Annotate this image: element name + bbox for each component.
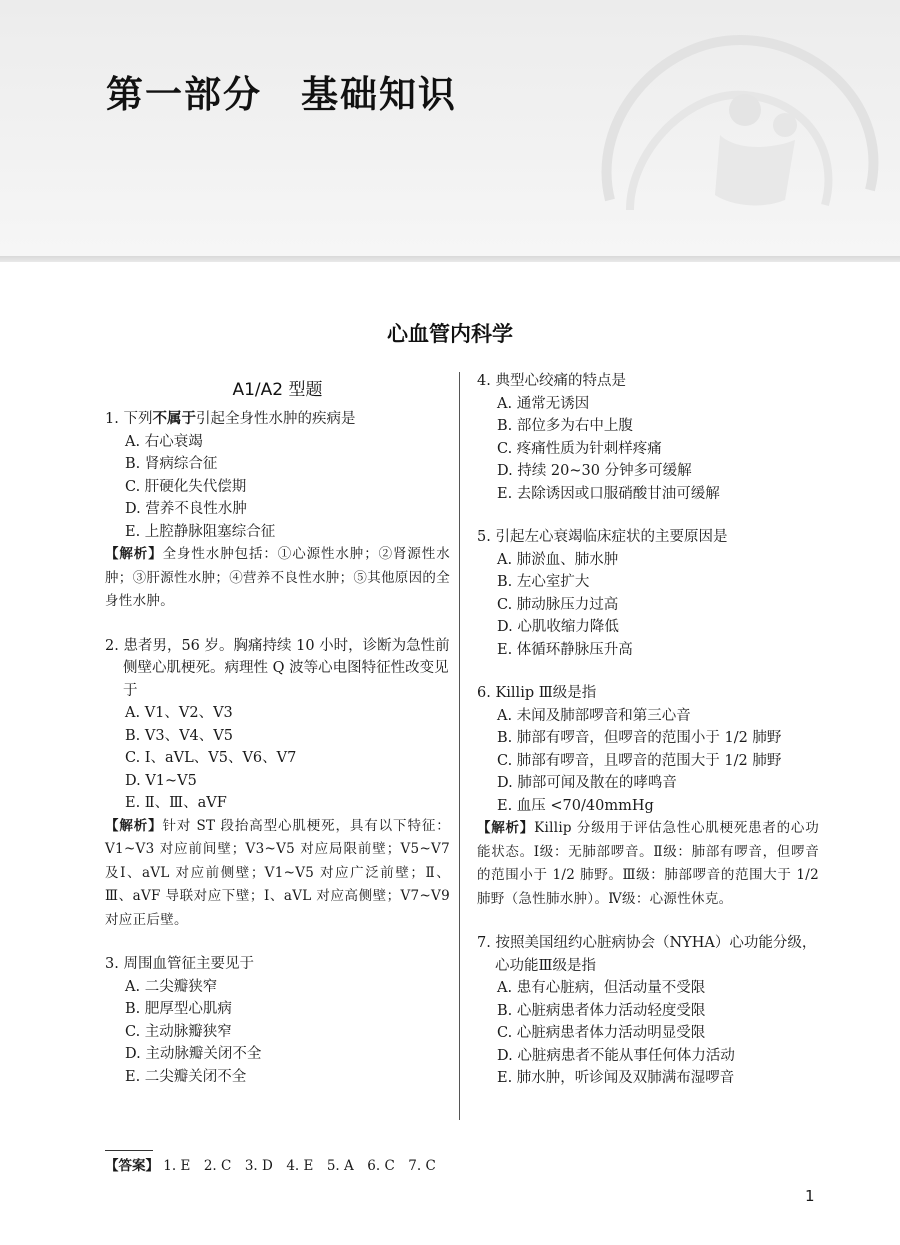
- option-c: C. 心脏病患者体力活动明显受限: [497, 1025, 706, 1041]
- question-stem: 7. 按照美国纽约心脏病协会（NYHA）心功能分级，心功能Ⅲ级是指: [477, 935, 817, 974]
- column-divider: [459, 372, 460, 1120]
- option-e: E. 去除诱因或口服硝酸甘油可缓解: [497, 485, 720, 502]
- option-b: B. 左心室扩大: [497, 574, 590, 590]
- explanation: 【解析】Killip 分级用于评估急性心肌梗死患者的心功能状态。Ⅰ级：无肺部啰音。Ⅱ级：肺部有啰音，但啰音的范围小于 1/2 肺野。Ⅲ级：肺部啰音的范围大于 1/2 肺野（急性肺水肿）。Ⅳ级：心源性休克。: [477, 820, 819, 907]
- question-type-title: A1/A2 型题: [232, 380, 323, 400]
- option-a: A. 通常无诱因: [497, 395, 590, 412]
- option-a: A. 患有心脏病，但活动量不受限: [497, 980, 706, 996]
- left-column: [105, 370, 450, 1109]
- option-a: A. V1、V2、V3: [125, 705, 233, 721]
- option-c: C. 主动脉瓣狭窄: [125, 1023, 232, 1040]
- option-e: E. 肺水肿，听诊闻及双肺满布湿啰音: [497, 1070, 735, 1086]
- option-e: E. 上腔静脉阻塞综合征: [125, 523, 276, 540]
- option-c: C. 肝硬化失代偿期: [125, 478, 247, 495]
- question-3: [105, 953, 450, 1088]
- option-b: B. 肾病综合征: [125, 456, 218, 472]
- option-c: C. 疼痛性质为针刺样疼痛: [497, 440, 662, 457]
- option-b: B. 肺部有啰音，但啰音的范围小于 1/2 肺野: [497, 730, 782, 746]
- explanation: 【解析】全身性水肿包括：①心源性水肿；②肾源性水肿；③肝源性水肿；④营养不良性水肿；⑤其他原因的全身性水肿。: [105, 546, 451, 609]
- question-stem: 2. 患者男，56 岁。胸痛持续 10 小时，诊断为急性前侧壁心肌梗死。病理性 Q 波等心电图特征性改变见于: [105, 637, 450, 699]
- option-e: E. 体循环静脉压升高: [497, 641, 633, 658]
- option-b: B. 心脏病患者体力活动轻度受限: [497, 1002, 706, 1019]
- option-d: D. 心肌收缩力降低: [497, 619, 619, 635]
- option-a: A. 未闻及肺部啰音和第三心音: [497, 707, 691, 724]
- question-4: [477, 370, 819, 505]
- right-column: [477, 370, 819, 1111]
- chapter-header: [0, 0, 900, 258]
- option-d: D. 肺部可闻及散在的哮鸣音: [497, 775, 677, 791]
- question-stem: 1. 下列不属于引起全身性水肿的疾病是: [105, 411, 356, 427]
- page-number: 1: [805, 1187, 815, 1205]
- option-a: A. 右心衰竭: [125, 433, 203, 450]
- option-d: D. 营养不良性水肿: [125, 501, 247, 517]
- option-c: C. Ⅰ、aVL、V5、V6、V7: [125, 750, 297, 766]
- option-e: E. Ⅱ、Ⅲ、aVF: [125, 795, 227, 811]
- section-title: 心血管内科学: [387, 322, 513, 346]
- question-6: [477, 682, 819, 911]
- explanation: 【解析】针对 ST 段抬高型心肌梗死，具有以下特征：V1~V3 对应前间壁；V3~V5 对应局限前壁；V5~V7 及Ⅰ、aVL 对应前侧壁；V1~V5 对应广泛前壁；Ⅱ、Ⅲ、aVF 导联对应下壁；Ⅰ、aVL 对应高侧壁；V7~V9 对应正后壁。: [105, 817, 451, 928]
- part-title: 第一部分 基础知识: [106, 73, 457, 116]
- option-c: C. 肺动脉压力过高: [497, 596, 619, 613]
- question-stem: 4. 典型心绞痛的特点是: [477, 373, 626, 389]
- option-b: B. V3、V4、V5: [125, 727, 233, 744]
- question-1: [105, 408, 450, 614]
- question-stem: 6. Killip Ⅲ级是指: [477, 685, 597, 701]
- option-d: D. 心脏病患者不能从事任何体力活动: [497, 1047, 735, 1064]
- answer-key: 【答案】 1. E 2. C 3. D 4. E 5. A 6. C 7. C: [105, 1158, 436, 1174]
- header-divider: [0, 256, 900, 262]
- question-stem: 5. 引起左心衰竭临床症状的主要原因是: [477, 529, 728, 545]
- option-a: A. 二尖瓣狭窄: [125, 978, 218, 995]
- option-e: E. 血压 <70/40mmHg: [497, 797, 654, 814]
- option-b: B. 部位多为右中上腹: [497, 418, 633, 434]
- option-d: D. 主动脉瓣关闭不全: [125, 1046, 262, 1062]
- question-stem: 3. 周围血管征主要见于: [105, 956, 254, 972]
- answers-rule: [105, 1150, 153, 1151]
- question-5: [477, 526, 819, 661]
- option-d: D. V1~V5: [125, 772, 197, 789]
- option-c: C. 肺部有啰音，且啰音的范围大于 1/2 肺野: [497, 752, 782, 769]
- question-2: [105, 635, 450, 933]
- question-7: [477, 932, 819, 1090]
- option-e: E. 二尖瓣关闭不全: [125, 1068, 247, 1085]
- decorative-logo-watermark: [570, 0, 900, 240]
- option-a: A. 肺淤血、肺水肿: [497, 551, 619, 568]
- option-b: B. 肥厚型心肌病: [125, 1001, 232, 1017]
- option-d: D. 持续 20~30 分钟多可缓解: [497, 463, 692, 479]
